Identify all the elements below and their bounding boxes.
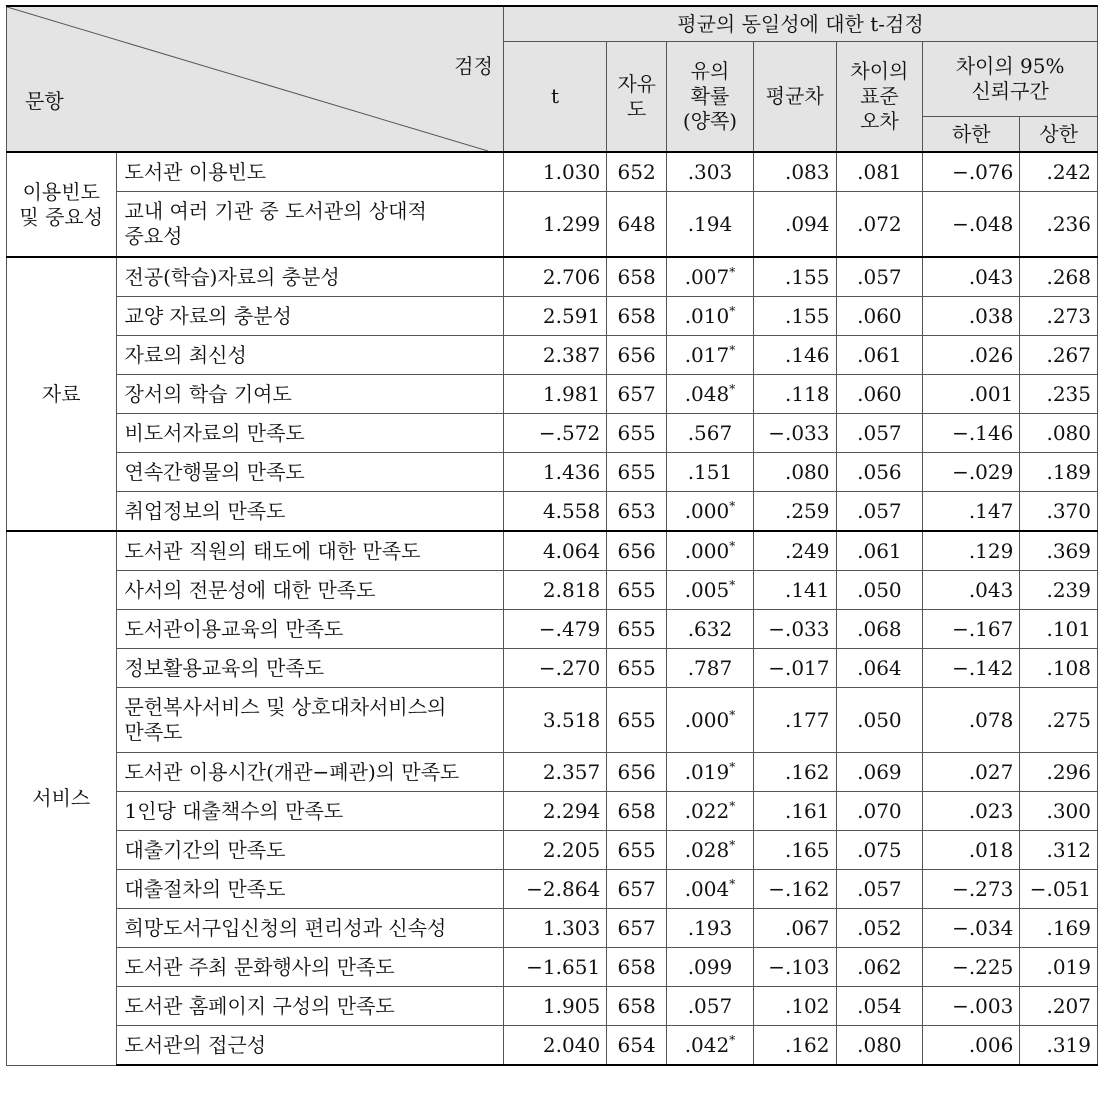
ci-lower-cell: .023 xyxy=(923,792,1020,831)
item-cell: 자료의 최신성 xyxy=(116,336,503,375)
sig-cell xyxy=(667,297,754,336)
df-cell: 654 xyxy=(607,1026,667,1066)
ci-lower-cell: −.273 xyxy=(923,870,1020,909)
sig-cell xyxy=(667,831,754,870)
item-cell: 도서관 홈페이지 구성의 만족도 xyxy=(116,987,503,1026)
table-row xyxy=(7,948,1098,987)
std-error-cell: .060 xyxy=(836,297,923,336)
table-row xyxy=(7,375,1098,414)
category-cell: 이용빈도 및 중요성 xyxy=(7,152,117,257)
col-header-std-error: 차이의 표준 오차 xyxy=(836,42,923,153)
sig-value: .019 xyxy=(684,759,730,784)
table-body xyxy=(7,152,1098,1065)
df-cell: 658 xyxy=(607,257,667,297)
item-cell: 비도서자료의 만족도 xyxy=(116,414,503,453)
item-cell: 전공(학습)자료의 충분성 xyxy=(116,257,503,297)
t-value-cell: 2.591 xyxy=(503,297,606,336)
t-value-cell: 2.294 xyxy=(503,792,606,831)
table-row xyxy=(7,571,1098,610)
mean-diff-cell: .259 xyxy=(753,492,836,532)
table-row xyxy=(7,870,1098,909)
mean-diff-cell: .155 xyxy=(753,257,836,297)
mean-diff-cell: .162 xyxy=(753,1026,836,1066)
sig-cell xyxy=(667,688,754,753)
sig-value: .194 xyxy=(687,211,733,236)
table-header xyxy=(7,6,1098,152)
sig-cell xyxy=(667,792,754,831)
ci-lower-cell: .026 xyxy=(923,336,1020,375)
diagonal-line xyxy=(7,7,488,151)
ci-upper-cell: .300 xyxy=(1020,792,1098,831)
sig-value: .004 xyxy=(684,876,730,901)
sig-cell xyxy=(667,1026,754,1066)
t-value-cell: 2.040 xyxy=(503,1026,606,1066)
sig-value: .022 xyxy=(684,798,730,823)
t-value-cell: 1.905 xyxy=(503,987,606,1026)
mean-diff-cell: .146 xyxy=(753,336,836,375)
significance-mark: * xyxy=(729,303,736,318)
col-header-df: 자유 도 xyxy=(607,42,667,153)
df-cell: 655 xyxy=(607,831,667,870)
df-cell: 655 xyxy=(607,571,667,610)
ci-upper-cell: .296 xyxy=(1020,753,1098,792)
df-cell: 655 xyxy=(607,649,667,688)
sig-cell xyxy=(667,375,754,414)
mean-diff-cell: .118 xyxy=(753,375,836,414)
item-cell: 사서의 전문성에 대한 만족도 xyxy=(116,571,503,610)
ci-lower-cell: −.146 xyxy=(923,414,1020,453)
ci-lower-cell: −.003 xyxy=(923,987,1020,1026)
df-cell: 653 xyxy=(607,492,667,532)
ci-lower-cell: .038 xyxy=(923,297,1020,336)
significance-mark: * xyxy=(729,876,736,891)
std-error-cell: .080 xyxy=(836,1026,923,1066)
significance-mark: * xyxy=(729,837,736,852)
sig-cell xyxy=(667,152,754,192)
std-error-cell: .068 xyxy=(836,610,923,649)
std-error-cell: .057 xyxy=(836,492,923,532)
table-row xyxy=(7,688,1098,753)
ci-lower-cell: .147 xyxy=(923,492,1020,532)
significance-mark: * xyxy=(729,264,736,279)
ci-upper-cell: .319 xyxy=(1020,1026,1098,1066)
ci-upper-cell: .239 xyxy=(1020,571,1098,610)
ci-upper-cell: .207 xyxy=(1020,987,1098,1026)
item-cell: 문헌복사서비스 및 상호대차서비스의 만족도 xyxy=(116,688,503,753)
item-cell: 대출절차의 만족도 xyxy=(116,870,503,909)
std-error-cell: .052 xyxy=(836,909,923,948)
t-value-cell: 2.387 xyxy=(503,336,606,375)
corner-label-test: 검정 xyxy=(454,54,493,78)
df-cell: 658 xyxy=(607,297,667,336)
df-cell: 656 xyxy=(607,531,667,571)
std-error-cell: .060 xyxy=(836,375,923,414)
t-value-cell: 1.436 xyxy=(503,453,606,492)
std-error-cell: .072 xyxy=(836,192,923,258)
sig-cell xyxy=(667,453,754,492)
std-error-cell: .050 xyxy=(836,571,923,610)
ci-upper-cell: .370 xyxy=(1020,492,1098,532)
sig-value: .000 xyxy=(684,538,730,563)
table-row xyxy=(7,987,1098,1026)
ci-upper-cell: .101 xyxy=(1020,610,1098,649)
sig-value: .787 xyxy=(687,655,733,680)
ci-upper-cell: .189 xyxy=(1020,453,1098,492)
mean-diff-cell: −.017 xyxy=(753,649,836,688)
df-cell: 655 xyxy=(607,688,667,753)
sig-value: .193 xyxy=(687,915,733,940)
significance-mark: * xyxy=(729,577,736,592)
sig-cell xyxy=(667,571,754,610)
sig-value: .048 xyxy=(684,381,730,406)
t-value-cell: 2.706 xyxy=(503,257,606,297)
table-row xyxy=(7,192,1098,258)
item-cell: 도서관 주최 문화행사의 만족도 xyxy=(116,948,503,987)
table-row xyxy=(7,414,1098,453)
df-cell: 657 xyxy=(607,909,667,948)
ci-upper-cell: .019 xyxy=(1020,948,1098,987)
ci-upper-cell: .236 xyxy=(1020,192,1098,258)
table-row xyxy=(7,610,1098,649)
sig-cell xyxy=(667,870,754,909)
table-row xyxy=(7,453,1098,492)
mean-diff-cell: .162 xyxy=(753,753,836,792)
t-value-cell: −.572 xyxy=(503,414,606,453)
ci-upper-cell: .369 xyxy=(1020,531,1098,571)
std-error-cell: .070 xyxy=(836,792,923,831)
sig-cell xyxy=(667,492,754,532)
df-cell: 657 xyxy=(607,375,667,414)
mean-diff-cell: .141 xyxy=(753,571,836,610)
t-value-cell: 1.299 xyxy=(503,192,606,258)
table-row xyxy=(7,831,1098,870)
sig-value: .057 xyxy=(687,993,733,1018)
sig-cell xyxy=(667,948,754,987)
mean-diff-cell: .067 xyxy=(753,909,836,948)
ci-lower-cell: .043 xyxy=(923,571,1020,610)
significance-mark: * xyxy=(729,498,736,513)
ci-upper-cell: .235 xyxy=(1020,375,1098,414)
table-row xyxy=(7,152,1098,192)
item-cell: 대출기간의 만족도 xyxy=(116,831,503,870)
ci-lower-cell: −.167 xyxy=(923,610,1020,649)
t-value-cell: −.479 xyxy=(503,610,606,649)
df-cell: 648 xyxy=(607,192,667,258)
sig-cell xyxy=(667,649,754,688)
t-value-cell: 4.558 xyxy=(503,492,606,532)
sig-cell xyxy=(667,336,754,375)
sig-value: .017 xyxy=(684,342,730,367)
ci-upper-cell: .267 xyxy=(1020,336,1098,375)
mean-diff-cell: .165 xyxy=(753,831,836,870)
ci-lower-cell: .043 xyxy=(923,257,1020,297)
category-cell: 자료 xyxy=(7,257,117,531)
corner-label-item: 문항 xyxy=(25,89,64,113)
df-cell: 657 xyxy=(607,870,667,909)
df-cell: 658 xyxy=(607,987,667,1026)
df-cell: 658 xyxy=(607,792,667,831)
sig-value: .303 xyxy=(687,159,733,184)
col-header-mean-diff: 평균차 xyxy=(753,42,836,153)
sig-value: .567 xyxy=(687,420,733,445)
df-cell: 652 xyxy=(607,152,667,192)
item-cell: 도서관이용교육의 만족도 xyxy=(116,610,503,649)
sig-value: .000 xyxy=(684,498,730,523)
significance-mark: * xyxy=(729,1032,736,1047)
sig-value: .042 xyxy=(684,1032,730,1057)
std-error-cell: .062 xyxy=(836,948,923,987)
sig-cell xyxy=(667,414,754,453)
item-cell: 정보활용교육의 만족도 xyxy=(116,649,503,688)
sig-cell xyxy=(667,753,754,792)
ci-upper-cell: −.051 xyxy=(1020,870,1098,909)
table-row xyxy=(7,1026,1098,1066)
item-cell: 교양 자료의 충분성 xyxy=(116,297,503,336)
ci-upper-cell: .169 xyxy=(1020,909,1098,948)
group-header-ttest: 평균의 동일성에 대한 t-검정 xyxy=(503,6,1097,42)
table-row xyxy=(7,531,1098,571)
mean-diff-cell: .083 xyxy=(753,152,836,192)
ci-upper-cell: .242 xyxy=(1020,152,1098,192)
ci-upper-cell: .108 xyxy=(1020,649,1098,688)
col-header-upper: 상한 xyxy=(1020,117,1098,153)
item-cell: 연속간행물의 만족도 xyxy=(116,453,503,492)
mean-diff-cell: −.033 xyxy=(753,414,836,453)
table-row xyxy=(7,649,1098,688)
mean-diff-cell: −.162 xyxy=(753,870,836,909)
ci-upper-cell: .312 xyxy=(1020,831,1098,870)
std-error-cell: .061 xyxy=(836,336,923,375)
sig-value: .099 xyxy=(687,954,733,979)
item-cell: 교내 여러 기관 중 도서관의 상대적 중요성 xyxy=(116,192,503,258)
t-value-cell: 4.064 xyxy=(503,531,606,571)
ci-lower-cell: −.076 xyxy=(923,152,1020,192)
ci-lower-cell: −.029 xyxy=(923,453,1020,492)
col-header-t: t xyxy=(503,42,606,153)
table-row xyxy=(7,909,1098,948)
ci-lower-cell: .129 xyxy=(923,531,1020,571)
ci-lower-cell: −.048 xyxy=(923,192,1020,258)
std-error-cell: .081 xyxy=(836,152,923,192)
mean-diff-cell: .102 xyxy=(753,987,836,1026)
col-header-ci: 차이의 95% 신뢰구간 xyxy=(923,42,1098,117)
std-error-cell: .061 xyxy=(836,531,923,571)
ci-lower-cell: −.034 xyxy=(923,909,1020,948)
table-row xyxy=(7,336,1098,375)
ci-lower-cell: .018 xyxy=(923,831,1020,870)
ci-upper-cell: .268 xyxy=(1020,257,1098,297)
std-error-cell: .056 xyxy=(836,453,923,492)
t-value-cell: 1.981 xyxy=(503,375,606,414)
mean-diff-cell: .155 xyxy=(753,297,836,336)
std-error-cell: .075 xyxy=(836,831,923,870)
item-cell: 도서관 직원의 태도에 대한 만족도 xyxy=(116,531,503,571)
significance-mark: * xyxy=(729,759,736,774)
sig-value: .007 xyxy=(684,264,730,289)
significance-mark: * xyxy=(729,798,736,813)
ci-lower-cell: .078 xyxy=(923,688,1020,753)
significance-mark: * xyxy=(729,538,736,553)
ci-lower-cell: −.225 xyxy=(923,948,1020,987)
std-error-cell: .050 xyxy=(836,688,923,753)
t-value-cell: 1.303 xyxy=(503,909,606,948)
std-error-cell: .054 xyxy=(836,987,923,1026)
category-cell: 서비스 xyxy=(7,531,117,1065)
table-row xyxy=(7,792,1098,831)
sig-cell xyxy=(667,192,754,258)
sig-value: .151 xyxy=(687,459,733,484)
mean-diff-cell: .161 xyxy=(753,792,836,831)
significance-mark: * xyxy=(729,707,736,722)
sig-cell xyxy=(667,987,754,1026)
t-value-cell: 2.818 xyxy=(503,571,606,610)
ci-lower-cell: .006 xyxy=(923,1026,1020,1066)
table-row xyxy=(7,257,1098,297)
ci-upper-cell: .080 xyxy=(1020,414,1098,453)
table-row xyxy=(7,297,1098,336)
significance-mark: * xyxy=(729,342,736,357)
mean-diff-cell: .249 xyxy=(753,531,836,571)
std-error-cell: .057 xyxy=(836,414,923,453)
t-value-cell: −1.651 xyxy=(503,948,606,987)
sig-cell xyxy=(667,909,754,948)
t-test-table xyxy=(6,5,1098,1066)
sig-value: .632 xyxy=(687,616,733,641)
t-test-table-wrapper xyxy=(6,5,1098,1066)
table-row xyxy=(7,753,1098,792)
sig-cell xyxy=(667,610,754,649)
sig-value: .028 xyxy=(684,837,730,862)
mean-diff-cell: −.033 xyxy=(753,610,836,649)
ci-lower-cell: .027 xyxy=(923,753,1020,792)
table-row xyxy=(7,492,1098,532)
df-cell: 655 xyxy=(607,414,667,453)
std-error-cell: .064 xyxy=(836,649,923,688)
item-cell: 취업정보의 만족도 xyxy=(116,492,503,532)
mean-diff-cell: .177 xyxy=(753,688,836,753)
sig-cell xyxy=(667,257,754,297)
t-value-cell: −.270 xyxy=(503,649,606,688)
ci-lower-cell: .001 xyxy=(923,375,1020,414)
corner-header-cell xyxy=(7,6,504,152)
ci-lower-cell: −.142 xyxy=(923,649,1020,688)
std-error-cell: .057 xyxy=(836,870,923,909)
df-cell: 658 xyxy=(607,948,667,987)
col-header-lower: 하한 xyxy=(923,117,1020,153)
df-cell: 656 xyxy=(607,336,667,375)
df-cell: 656 xyxy=(607,753,667,792)
mean-diff-cell: .094 xyxy=(753,192,836,258)
item-cell: 도서관 이용빈도 xyxy=(116,152,503,192)
t-value-cell: 2.205 xyxy=(503,831,606,870)
mean-diff-cell: .080 xyxy=(753,453,836,492)
df-cell: 655 xyxy=(607,610,667,649)
ci-upper-cell: .275 xyxy=(1020,688,1098,753)
std-error-cell: .069 xyxy=(836,753,923,792)
sig-cell xyxy=(667,531,754,571)
sig-value: .010 xyxy=(684,303,730,328)
std-error-cell: .057 xyxy=(836,257,923,297)
t-value-cell: 2.357 xyxy=(503,753,606,792)
item-cell: 장서의 학습 기여도 xyxy=(116,375,503,414)
item-cell: 도서관의 접근성 xyxy=(116,1026,503,1066)
df-cell: 655 xyxy=(607,453,667,492)
significance-mark: * xyxy=(729,381,736,396)
mean-diff-cell: −.103 xyxy=(753,948,836,987)
ci-upper-cell: .273 xyxy=(1020,297,1098,336)
sig-value: .000 xyxy=(684,707,730,732)
item-cell: 1인당 대출책수의 만족도 xyxy=(116,792,503,831)
item-cell: 희망도서구입신청의 편리성과 신속성 xyxy=(116,909,503,948)
item-cell: 도서관 이용시간(개관−폐관)의 만족도 xyxy=(116,753,503,792)
t-value-cell: −2.864 xyxy=(503,870,606,909)
sig-value: .005 xyxy=(684,577,730,602)
t-value-cell: 1.030 xyxy=(503,152,606,192)
col-header-sig: 유의 확률 (양쪽) xyxy=(667,42,754,153)
t-value-cell: 3.518 xyxy=(503,688,606,753)
